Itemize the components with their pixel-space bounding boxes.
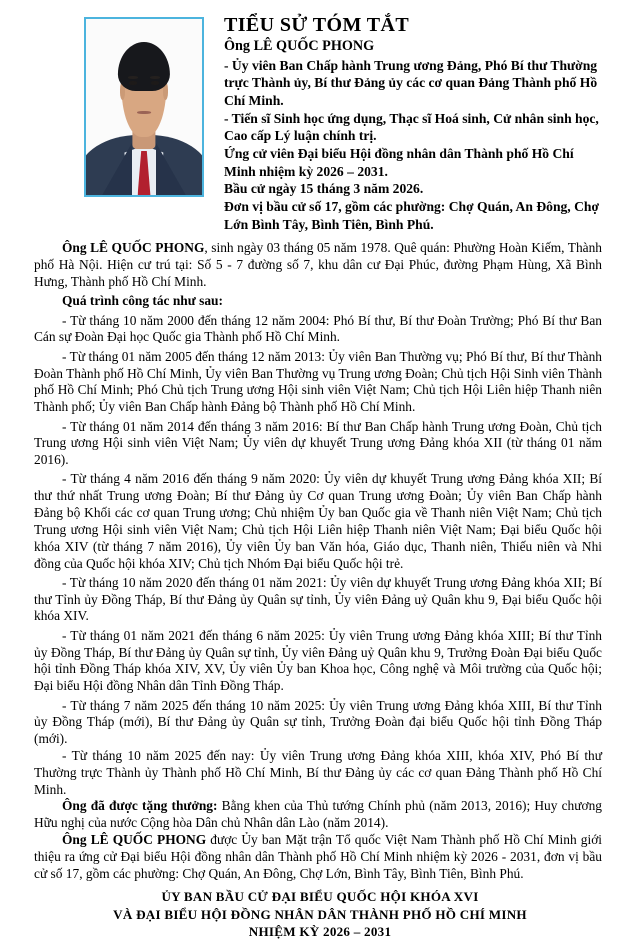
identity-block bbox=[204, 14, 602, 233]
portrait-mouth bbox=[137, 111, 151, 114]
subject-name: Ông LÊ QUỐC PHONG bbox=[224, 38, 375, 55]
footer-line-2: VÀ ĐẠI BIỂU HỘI ĐỒNG NHÂN DÂN THÀNH PHỐ HỒ CHÍ MINH bbox=[113, 906, 527, 922]
portrait-eyebrow-right bbox=[150, 76, 160, 79]
footer-line-3: NHIỆM KỲ 2026 – 2031 bbox=[248, 924, 392, 940]
document-body bbox=[0, 233, 640, 882]
career-entry: - Từ tháng 7 năm 2025 đến tháng 10 năm 2025: Ủy viên Trung ương Đảng khóa XIII, Bí thư Tỉnh ủy Đồng Tháp (mới), Bí thư Đảng ủy Quân sự tỉnh, Trưởng Đoàn đại biểu Quốc hội tỉnh Đồng Tháp (mới). bbox=[34, 697, 602, 747]
page-title: TIỂU SỬ TÓM TẮT bbox=[224, 14, 410, 36]
portrait-photo-frame bbox=[84, 17, 204, 197]
identity-election-date: Bầu cử ngày 15 tháng 3 năm 2026. bbox=[224, 181, 424, 197]
career-entry: - Từ tháng 10 năm 2025 đến nay: Ủy viên Trung ương Đảng khóa XIII, khóa XIV, Phó Bí thư Thường trực Thành ủy Thành phố Hồ Chí Minh, Bí thư Đảng ủy các cơ quan Đảng Thành phố Hồ Chí Minh. bbox=[34, 747, 602, 797]
career-entry: - Từ tháng 10 năm 2020 đến tháng 01 năm 2021: Ủy viên dự khuyết Trung ương Đảng khóa XII; Bí thư Tỉnh ủy Đồng Tháp, Bí thư Đảng ủy Quân sự tỉnh, Ủy viên Đảng uỷ Quân khu 9, Đại biểu Quốc hội khóa XIV. bbox=[34, 574, 602, 624]
nomination-name: Ông LÊ QUỐC PHONG bbox=[62, 832, 207, 848]
awards-paragraph bbox=[34, 798, 602, 832]
biography-intro-rest: , sinh ngày 03 tháng 05 năm 1978. Quê quán: Phường Hoàn Kiếm, Thành phố Hà Nội. Hiện cư trú tại: Số 5 - 7 đường số 7, khu dân cư Đại Phúc, đường Phạm Hùng, Xã Bình Hưng, Thành phố Hồ Chí Minh. bbox=[34, 240, 602, 290]
career-entry: - Từ tháng 4 năm 2016 đến tháng 9 năm 2020: Ủy viên dự khuyết Trung ương Đảng khóa XII; Bí thư thứ nhất Trung ương Đoàn; Bí thư Đảng ủy Cơ quan Trung ương Đoàn; Ủy viên Ban Chấp hành Đảng bộ Khối các cơ quan Trung ương; Chủ nhiệm Ủy ban Quốc gia về Thanh niên Việt Nam; Chủ tịch Trung ương Hội sinh viên Việt Nam; Chủ tịch Hội Liên hiệp Thanh niên Việt Nam; Đại biểu Quốc hội khóa XIV (từ tháng 7 năm 2016), Ủy viên Ủy ban Văn hóa, Giáo dục, Thanh niên, Thiếu niên và Nhi đồng của Quốc hội khóa XIV; Chủ tịch Nhóm Đại biểu Quốc hội trẻ. bbox=[34, 471, 602, 571]
footer-line-1: ỦY BAN BẦU CỬ ĐẠI BIỂU QUỐC HỘI KHÓA XVI bbox=[161, 889, 479, 905]
document-header bbox=[0, 0, 640, 233]
biography-intro-paragraph bbox=[34, 240, 602, 290]
identity-candidacy: Ứng cử viên Đại biểu Hội đồng nhân dân Thành phố Hồ Chí Minh nhiệm kỳ 2026 – 2031. bbox=[224, 146, 574, 179]
portrait-eyebrow-left bbox=[128, 76, 138, 79]
identity-education: - Tiến sĩ Sinh học ứng dụng, Thạc sĩ Hoá sinh, Cử nhân sinh học, Cao cấp Lý luận chính trị. bbox=[224, 110, 599, 144]
awards-label: Ông đã được tặng thưởng: bbox=[62, 798, 218, 814]
awards-text: Bằng khen của Thủ tướng Chính phủ (năm 2013, 2016); Huy chương Hữu nghị của nước Cộng hòa Dân chủ Nhân dân Lào (năm 2014). bbox=[34, 798, 602, 831]
career-entry: - Từ tháng 01 năm 2021 đến tháng 6 năm 2025: Ủy viên Trung ương Đảng khóa XIII; Bí thư Tỉnh ủy Đồng Tháp, Bí thư Đảng ủy Quân sự tỉnh, Ủy viên Đảng uỷ Quân khu 9, Trưởng Đoàn Đại biểu Quốc hội tỉnh Đồng Tháp khóa XIV, XV, Ủy viên Ủy ban Khoa học, Công nghệ và Môi trường của Quốc hội; Đại biểu Hội đồng Nhân dân Tỉnh Đồng Tháp. bbox=[34, 627, 602, 694]
biography-intro-name: Ông LÊ QUỐC PHONG bbox=[62, 240, 205, 256]
nomination-paragraph bbox=[34, 832, 602, 882]
document-footer bbox=[0, 882, 640, 940]
nomination-text: được Ủy ban Mặt trận Tổ quốc Việt Nam Thành phố Hồ Chí Minh giới thiệu ra ứng cử Đại biểu Hội đồng nhân dân Thành phố Hồ Chí Minh nhiệm kỳ 2026 - 2031, đơn vị bầu cử số 17, gồm các phường: Chợ Quán, An Đông, Chợ Lớn, Bình Tây, Bình Tiên, Bình Phú. bbox=[34, 832, 603, 881]
career-entry: - Từ tháng 10 năm 2000 đến tháng 12 năm 2004: Phó Bí thư, Bí thư Đoàn Trường; Phó Bí thư Ban Cán sự Đoàn Đại học Quốc gia Thành phố Hồ Chí Minh. bbox=[34, 312, 602, 345]
career-entry: - Từ tháng 01 năm 2005 đến tháng 12 năm 2013: Ủy viên Ban Thường vụ; Phó Bí thư, Bí thư Thành Đoàn Thành phố Hồ Chí Minh, Ủy viên Ban Thường vụ Trung ương Đoàn; Chủ tịch Hội Sinh viên Thành phố Hồ Chí Minh; Phó Chủ tịch Trung ương Hội sinh viên Việt Nam; Chủ tịch Hội Liên hiệp Thanh niên Thành phố; Ủy viên Ban Chấp hành Đảng bộ Thành phố Hồ Chí Minh. bbox=[34, 348, 603, 415]
career-heading: Quá trình công tác như sau: bbox=[62, 293, 223, 309]
career-entry: - Từ tháng 01 năm 2014 đến tháng 3 năm 2016: Bí thư Ban Chấp hành Trung ương Đoàn, Chủ tịch Trung ương Hội sinh viên Việt Nam; Ủy viên dự khuyết Trung ương Đảng khóa XII (từ tháng 01 năm 2016). bbox=[34, 418, 602, 468]
portrait-photo bbox=[86, 19, 202, 195]
identity-positions: - Ủy viên Ban Chấp hành Trung ương Đảng, Phó Bí thư Thường trực Thành ủy, Bí thư Đảng ủy các cơ quan Đảng Thành phố Hồ Chí Minh. bbox=[224, 57, 598, 109]
identity-constituency: Đơn vị bầu cử số 17, gồm các phường: Chợ Quán, An Đông, Chợ Lớn Bình Tây, Bình Tiên, Bình Phú. bbox=[224, 199, 600, 232]
